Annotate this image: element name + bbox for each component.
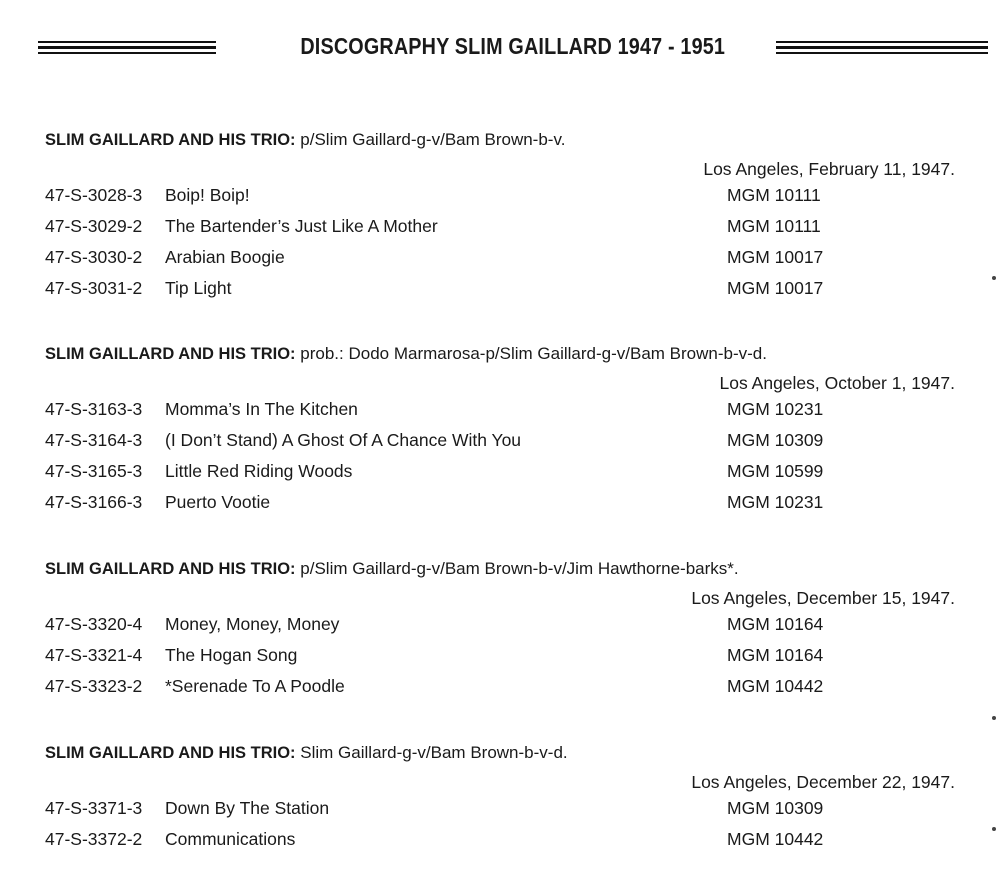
group-name: SLIM GAILLARD AND HIS TRIO: xyxy=(45,744,296,762)
issue-number: MGM 10442 xyxy=(727,829,824,849)
issue-number: MGM 10442 xyxy=(727,676,824,696)
track-row xyxy=(45,824,955,855)
matrix-number: 47-S-3323-2 xyxy=(45,676,143,696)
track-title: Down By The Station xyxy=(165,798,330,818)
group-name: SLIM GAILLARD AND HIS TRIO: xyxy=(45,131,296,149)
issue-number: MGM 10309 xyxy=(727,430,824,450)
personnel-text: p/Slim Gaillard-g-v/Bam Brown-b-v/Jim Hawthorne-barks*. xyxy=(300,559,739,578)
matrix-number: 47-S-3030-2 xyxy=(45,247,143,267)
place-date: Los Angeles, October 1, 1947. xyxy=(719,373,955,393)
track-title: (I Don’t Stand) A Ghost Of A Chance With You xyxy=(165,430,522,450)
personnel-text: Slim Gaillard-g-v/Bam Brown-b-v-d. xyxy=(300,743,568,762)
track-title: Tip Light xyxy=(165,278,232,298)
issue-number: MGM 10111 xyxy=(727,216,821,236)
track-row xyxy=(45,609,955,640)
track-row xyxy=(45,242,955,273)
group-name: SLIM GAILLARD AND HIS TRIO: xyxy=(45,560,296,578)
track-row xyxy=(45,394,955,425)
matrix-number: 47-S-3166-3 xyxy=(45,492,143,512)
track-title: The Bartender’s Just Like A Mother xyxy=(165,216,438,236)
place-date: Los Angeles, December 22, 1947. xyxy=(691,772,955,792)
track-title: Communications xyxy=(165,829,296,849)
track-title: Money, Money, Money xyxy=(165,614,340,634)
session-2 xyxy=(45,343,955,518)
matrix-number: 47-S-3320-4 xyxy=(45,614,143,634)
track-row xyxy=(45,180,955,211)
track-row xyxy=(45,425,955,456)
issue-number: MGM 10231 xyxy=(727,492,824,512)
track-title: Momma’s In The Kitchen xyxy=(165,399,358,419)
track-row xyxy=(45,211,955,242)
issue-number: MGM 10599 xyxy=(727,461,824,481)
matrix-number: 47-S-3371-3 xyxy=(45,798,143,818)
session-personnel xyxy=(45,129,955,151)
track-row xyxy=(45,456,955,487)
session-3 xyxy=(45,558,955,702)
matrix-number: 47-S-3321-4 xyxy=(45,645,143,665)
issue-number: MGM 10309 xyxy=(727,798,824,818)
matrix-number: 47-S-3029-2 xyxy=(45,216,143,236)
track-title: *Serenade To A Poodle xyxy=(165,676,345,696)
place-date: Los Angeles, December 15, 1947. xyxy=(691,588,955,608)
session-personnel xyxy=(45,343,955,365)
matrix-number: 47-S-3028-3 xyxy=(45,185,143,205)
issue-number: MGM 10017 xyxy=(727,278,824,298)
session-personnel xyxy=(45,742,955,764)
group-name: SLIM GAILLARD AND HIS TRIO: xyxy=(45,345,296,363)
session-personnel xyxy=(45,558,955,580)
session-1 xyxy=(45,129,955,304)
personnel-text: prob.: Dodo Marmarosa-p/Slim Gaillard-g-v/Bam Brown-b-v-d. xyxy=(300,344,767,363)
track-row xyxy=(45,640,955,671)
session-4 xyxy=(45,742,955,855)
issue-number: MGM 10164 xyxy=(727,614,824,634)
scan-speck xyxy=(992,276,996,280)
title-row xyxy=(38,30,988,70)
place-date: Los Angeles, February 11, 1947. xyxy=(703,159,955,179)
page-title: DISCOGRAPHY SLIM GAILLARD 1947 - 1951 xyxy=(300,33,726,59)
issue-number: MGM 10111 xyxy=(727,185,821,205)
issue-number: MGM 10231 xyxy=(727,399,824,419)
track-row xyxy=(45,793,955,824)
matrix-number: 47-S-3372-2 xyxy=(45,829,143,849)
track-title: The Hogan Song xyxy=(165,645,298,665)
track-title: Boip! Boip! xyxy=(165,185,250,205)
track-row xyxy=(45,273,955,304)
matrix-number: 47-S-3163-3 xyxy=(45,399,143,419)
matrix-number: 47-S-3164-3 xyxy=(45,430,143,450)
scan-speck xyxy=(992,716,996,720)
personnel-text: p/Slim Gaillard-g-v/Bam Brown-b-v. xyxy=(300,130,566,149)
matrix-number: 47-S-3031-2 xyxy=(45,278,143,298)
issue-number: MGM 10164 xyxy=(727,645,824,665)
track-title: Puerto Vootie xyxy=(165,492,271,512)
track-title: Little Red Riding Woods xyxy=(165,461,353,481)
issue-number: MGM 10017 xyxy=(727,247,824,267)
matrix-number: 47-S-3165-3 xyxy=(45,461,143,481)
track-row xyxy=(45,671,955,702)
track-row xyxy=(45,487,955,518)
title-rule-right xyxy=(776,41,988,57)
scan-speck xyxy=(992,827,996,831)
track-title: Arabian Boogie xyxy=(165,247,285,267)
